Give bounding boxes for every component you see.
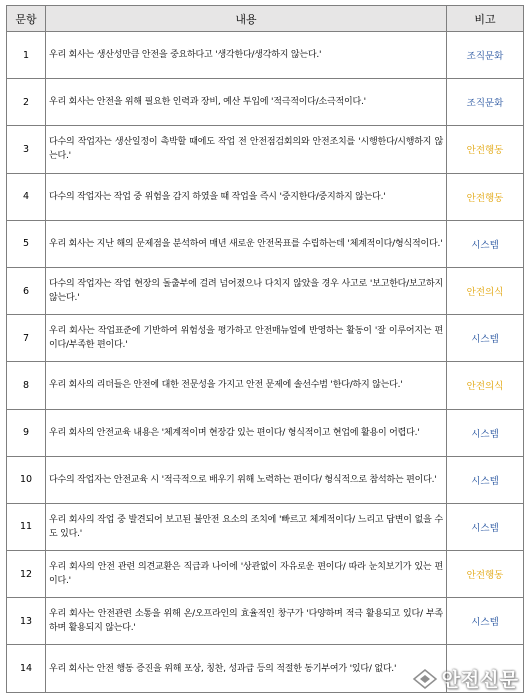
- row-category: 안전행동: [447, 126, 524, 173]
- row-category: 안전의식: [447, 362, 524, 409]
- row-content: 다수의 작업자는 작업 현장의 돌출부에 걸려 넘어졌으나 다치지 않았을 경우 사고로 '보고한다/보고하지 않는다.': [46, 267, 447, 314]
- row-number: 1: [7, 32, 46, 79]
- watermark-text: 안전신문: [441, 669, 519, 691]
- row-content: 우리 회사의 작업 중 발견되어 보고된 불안전 요소의 조치에 '빠르고 체계적이다/ 느리고 답변이 없을 수도 있다.': [46, 503, 447, 550]
- table-row: [7, 456, 524, 503]
- row-category: 시스템: [447, 409, 524, 456]
- row-content: 우리 회사는 안전을 위해 필요한 인력과 장비, 예산 투입에 '적극적이다/소극적이다.': [46, 79, 447, 126]
- row-number: 11: [7, 503, 46, 550]
- table-row: [7, 79, 524, 126]
- row-number: 14: [7, 645, 46, 692]
- newspaper-logo-icon: [412, 668, 438, 690]
- table-row: [7, 362, 524, 409]
- row-content: 우리 회사의 리더들은 안전에 대한 전문성을 가지고 안전 문제에 솔선수범 '한다/하지 않는다.': [46, 362, 447, 409]
- row-content: 다수의 작업자는 생산일정이 촉박할 때에도 작업 전 안전점검회의와 안전조치를 '시행한다/시행하지 않는다.': [46, 126, 447, 173]
- table-row: [7, 315, 524, 362]
- row-category: 시스템: [447, 503, 524, 550]
- row-category: 안전행동: [447, 173, 524, 220]
- table-row: [7, 173, 524, 220]
- row-content: 우리 회사는 작업표준에 기반하여 위험성을 평가하고 안전매뉴얼에 반영하는 활동이 '잘 이루어지는 편이다/부족한 편이다.': [46, 315, 447, 362]
- row-content: 우리 회사는 지난 해의 문제점을 분석하여 매년 새로운 안전목표를 수립하는데 '체계적이다/형식적이다.': [46, 220, 447, 267]
- row-number: 6: [7, 267, 46, 314]
- row-category: 안전행동: [447, 551, 524, 598]
- watermark: [412, 665, 519, 692]
- row-category: 안전의식: [447, 267, 524, 314]
- table-row: [7, 551, 524, 598]
- row-content: 우리 회사의 안전 관련 의견교환은 직급과 나이에 '상관없이 자유로운 편이다/ 따라 눈치보기가 있는 편이다.': [46, 551, 447, 598]
- row-number: 8: [7, 362, 46, 409]
- survey-table: [6, 5, 524, 693]
- row-number: 10: [7, 456, 46, 503]
- table-row: [7, 267, 524, 314]
- row-number: 13: [7, 598, 46, 645]
- row-content: 우리 회사는 안전 행동 증진을 위해 포상, 칭찬, 성과급 등의 적절한 동기부여가 '있다/ 없다.': [46, 645, 447, 692]
- row-category: 조직문화: [447, 79, 524, 126]
- row-number: 5: [7, 220, 46, 267]
- table-row: [7, 220, 524, 267]
- row-number: 9: [7, 409, 46, 456]
- row-content: 우리 회사는 안전관련 소통을 위해 온/오프라인의 효율적인 창구가 '다양하며 적극 활용되고 있다/ 부족하며 활용되지 않는다.': [46, 598, 447, 645]
- row-category: 시스템: [447, 315, 524, 362]
- row-content: 우리 회사의 안전교육 내용은 '체계적이며 현장감 있는 편이다/ 형식적이고 현업에 활용이 어렵다.': [46, 409, 447, 456]
- table-row: [7, 126, 524, 173]
- row-category: 시스템: [447, 456, 524, 503]
- table-row: [7, 409, 524, 456]
- row-number: 4: [7, 173, 46, 220]
- row-category: 시스템: [447, 220, 524, 267]
- row-number: 2: [7, 79, 46, 126]
- row-category: 조직문화: [447, 32, 524, 79]
- row-number: 7: [7, 315, 46, 362]
- row-content: 우리 회사는 생산성만큼 안전을 중요하다고 '생각한다/생각하지 않는다.': [46, 32, 447, 79]
- header-num: 문항: [7, 6, 46, 32]
- row-number: 12: [7, 551, 46, 598]
- table-row: [7, 32, 524, 79]
- row-number: 3: [7, 126, 46, 173]
- table-header-row: [7, 6, 524, 32]
- row-category: 시스템: [447, 598, 524, 645]
- header-content: 내용: [46, 6, 447, 32]
- table-row: [7, 598, 524, 645]
- row-content: 다수의 작업자는 안전교육 시 '적극적으로 배우기 위해 노력하는 편이다/ 형식적으로 참석하는 편이다.': [46, 456, 447, 503]
- header-note: 비고: [447, 6, 524, 32]
- table-row: [7, 503, 524, 550]
- row-content: 다수의 작업자는 작업 중 위험을 감지 하였을 때 작업을 즉시 '중지한다/중지하지 않는다.': [46, 173, 447, 220]
